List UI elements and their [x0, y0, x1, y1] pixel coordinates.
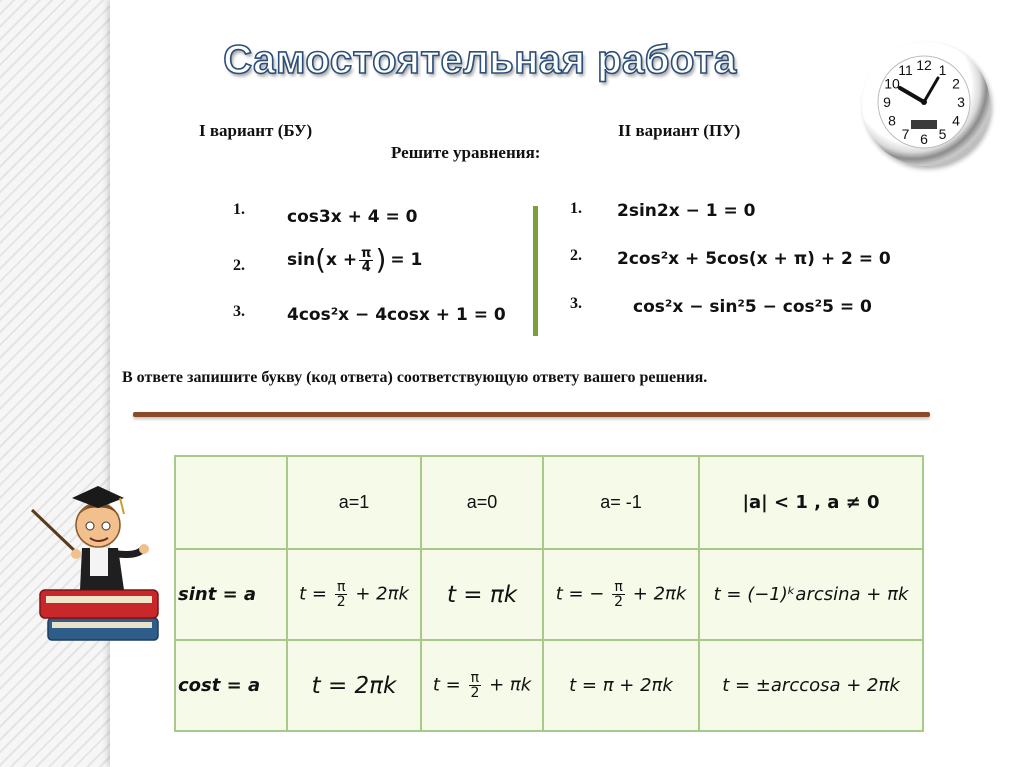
header-a-equals-0: a=0: [421, 456, 543, 549]
horizontal-rule: [133, 412, 930, 417]
clock-icon: [862, 42, 990, 166]
cos-a0-lhs: t =: [432, 674, 461, 696]
clock-numeral: 2: [952, 75, 960, 92]
clock-numeral: 3: [957, 94, 965, 110]
sin-a1-rhs: + 2πk: [355, 583, 409, 605]
clock-numeral: 9: [883, 94, 891, 110]
left-eq3-text: 4cos²x − 4cosx + 1 = 0: [287, 305, 506, 325]
clock-numeral: 11: [898, 62, 913, 78]
clock-numeral: 4: [952, 112, 960, 129]
sin-general-cell: t = (−1)ᵏarcsina + πk: [699, 549, 923, 640]
right-task-2-equation: [617, 249, 891, 269]
sin-aminus1-denominator: 2: [614, 594, 624, 610]
left-task-1-equation: [287, 207, 418, 227]
sin-a1-denominator: 2: [336, 594, 346, 610]
right-eq3-text: cos²x − sin²5 − cos²5 = 0: [633, 297, 872, 317]
left-task-1-number: 1.: [233, 201, 245, 218]
cos-a0-rhs: + πk: [489, 674, 532, 696]
left-eq2-func: sin: [287, 250, 316, 270]
variant-2-label: II вариант (ПУ): [618, 121, 741, 140]
right-task-1-equation: [617, 201, 756, 221]
right-task-1-number: 1.: [570, 200, 582, 217]
right-task-3-equation: [633, 297, 872, 317]
right-task-3-number: 3.: [570, 295, 582, 312]
header-a-equals-minus-1: a= -1: [543, 456, 699, 549]
cos-a0-cell: [421, 640, 543, 731]
right-eq2-text: 2cos²x + 5cos(x + π) + 2 = 0: [617, 249, 891, 269]
sin-a0-cell: t = πk: [421, 549, 543, 640]
left-task-2-number: 2.: [233, 257, 245, 274]
left-eq2-x: x +: [326, 250, 358, 270]
header-a-equals-1: a=1: [287, 456, 421, 549]
variant-divider: [533, 206, 538, 336]
left-eq2-denominator: 4: [361, 259, 371, 275]
clock-digital-display: [911, 120, 937, 129]
answer-instruction: В ответе запишите букву (код ответа) соответствующую ответу вашего решения.: [122, 369, 708, 386]
sin-a1-lhs: t =: [299, 583, 327, 605]
cos-a1-cell: t = 2πk: [287, 640, 421, 731]
clock-numeral: 7: [901, 126, 910, 142]
clock-numeral: 5: [938, 126, 947, 142]
left-eq2-rhs: = 1: [390, 250, 423, 270]
row-label-sin: sint = a: [175, 549, 287, 640]
right-eq1-text: 2sin2x − 1 = 0: [617, 201, 756, 221]
clock-numeral: 1: [938, 62, 947, 78]
cos-a0-numerator: π: [470, 670, 480, 686]
answer-table: [174, 455, 924, 732]
left-eq2-numerator: π: [361, 245, 372, 261]
cos-aminus1-cell: t = π + 2πk: [543, 640, 699, 731]
instruction: Решите уравнения:: [391, 143, 541, 162]
header-empty-cell: [175, 456, 287, 549]
left-task-2-equation: sin ( x + $\frac{\pi}{4}$ ) = 1: [287, 243, 423, 276]
sin-aminus1-lhs: t = −: [555, 583, 605, 605]
sin-a1-numerator: π: [336, 579, 346, 595]
left-eq1-text: cos3x + 4 = 0: [287, 207, 418, 227]
sin-aminus1-rhs: + 2πk: [632, 583, 687, 605]
right-task-2-number: 2.: [570, 247, 582, 264]
left-task-3-number: 3.: [233, 303, 245, 320]
table-row-cos: [175, 640, 923, 731]
professor-books-icon: [20, 470, 170, 660]
table-row-sin: [175, 549, 923, 640]
sin-aminus1-cell: [543, 549, 699, 640]
clock-numeral: 12: [916, 57, 932, 73]
clock-numeral: 8: [888, 112, 896, 129]
header-general-case: |a| < 1 , a ≠ 0: [699, 456, 923, 549]
left-task-3-equation: [287, 305, 506, 325]
clock-numeral: 6: [920, 131, 928, 147]
page-title: Самостоятельная работа: [223, 38, 737, 82]
row-label-cos: cost = a: [175, 640, 287, 731]
cos-general-cell: t = ±arccosa + 2πk: [699, 640, 923, 731]
cos-a0-denominator: 2: [470, 685, 480, 701]
table-header-row: [175, 456, 923, 549]
variant-1-label: I вариант (БУ): [199, 121, 313, 140]
sin-aminus1-numerator: π: [614, 579, 623, 595]
clock-numeral: 10: [884, 75, 900, 92]
sin-a1-cell: [287, 549, 421, 640]
